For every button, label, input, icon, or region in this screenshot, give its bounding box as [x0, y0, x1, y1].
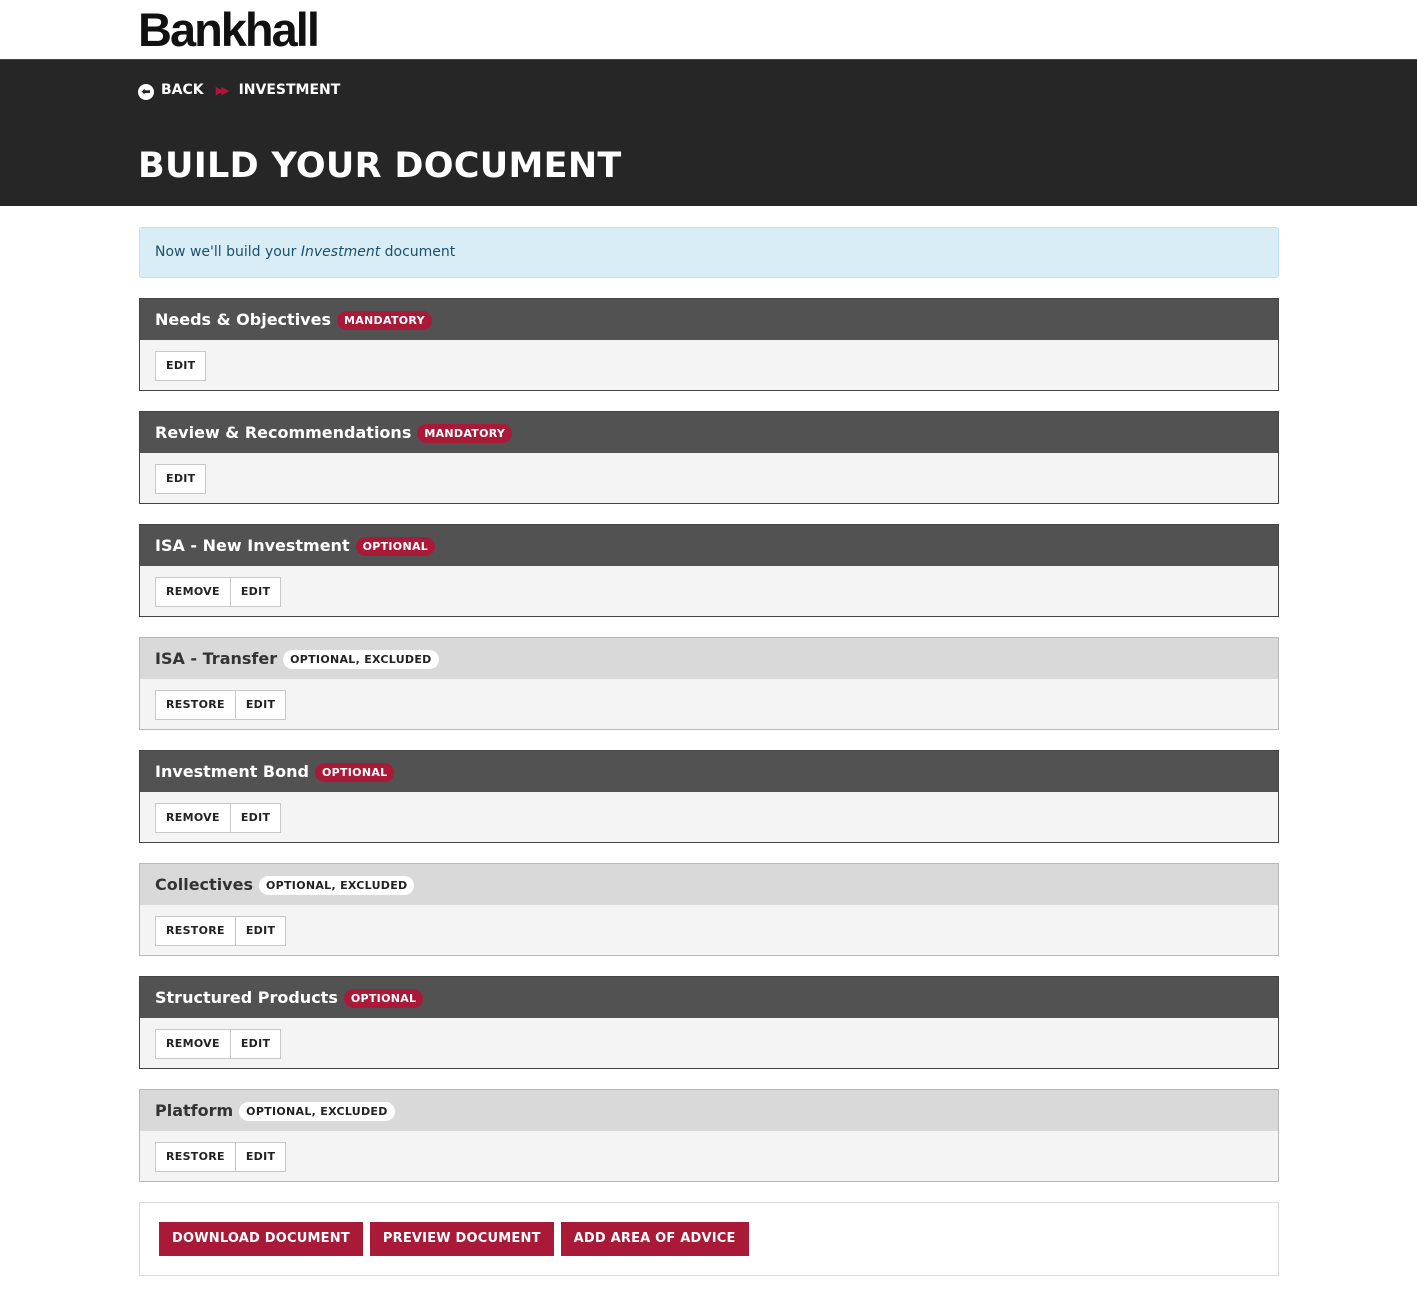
advice-section	[139, 976, 1279, 1069]
double-chevron-right-icon: ▶▶	[215, 83, 227, 97]
section-title: ISA - New Investment	[155, 536, 350, 555]
section-status-badge: MANDATORY	[337, 311, 432, 330]
info-suffix: document	[384, 244, 456, 260]
page-title: BUILD YOUR DOCUMENT	[138, 146, 622, 186]
section-status-badge: OPTIONAL	[315, 763, 395, 782]
section-title: Review & Recommendations	[155, 423, 412, 442]
section-list	[139, 298, 1279, 1182]
edit-button[interactable]: EDIT	[235, 916, 286, 946]
brand-bar	[0, 0, 1417, 60]
restore-button[interactable]: RESTORE	[155, 916, 236, 946]
bankhall-logo[interactable]: Bankhall	[138, 3, 318, 56]
advice-section	[139, 298, 1279, 391]
section-header	[140, 638, 1278, 679]
page-header	[0, 60, 1417, 206]
advice-section	[139, 637, 1279, 730]
remove-button[interactable]: REMOVE	[155, 803, 231, 833]
advice-section	[139, 863, 1279, 956]
section-title: Collectives	[155, 875, 253, 894]
section-body	[140, 453, 1278, 505]
section-status-badge: MANDATORY	[417, 424, 512, 443]
section-status-badge: OPTIONAL, EXCLUDED	[259, 876, 415, 895]
advice-section	[139, 524, 1279, 617]
edit-button[interactable]: EDIT	[230, 803, 281, 833]
section-header	[140, 299, 1278, 340]
section-header	[140, 1090, 1278, 1131]
restore-button[interactable]: RESTORE	[155, 1142, 236, 1172]
section-body	[140, 1018, 1278, 1070]
document-actions	[139, 1202, 1279, 1276]
edit-button[interactable]: EDIT	[235, 690, 286, 720]
section-status-badge: OPTIONAL, EXCLUDED	[239, 1102, 395, 1121]
section-header	[140, 751, 1278, 792]
section-status-badge: OPTIONAL	[356, 537, 436, 556]
document-builder	[139, 227, 1279, 1276]
remove-button[interactable]: REMOVE	[155, 577, 231, 607]
section-body	[140, 905, 1278, 957]
advice-section	[139, 750, 1279, 843]
back-arrow-icon[interactable]: ⬅	[138, 84, 154, 100]
advice-section	[139, 411, 1279, 504]
section-header	[140, 977, 1278, 1018]
remove-button[interactable]: REMOVE	[155, 1029, 231, 1059]
section-title: Investment Bond	[155, 762, 309, 781]
section-title: Needs & Objectives	[155, 310, 331, 329]
section-body	[140, 792, 1278, 844]
section-title: Platform	[155, 1101, 234, 1120]
info-emphasis: Investment	[300, 244, 381, 260]
edit-button[interactable]: EDIT	[230, 577, 281, 607]
breadcrumb	[138, 80, 340, 100]
edit-button[interactable]: EDIT	[155, 351, 206, 381]
restore-button[interactable]: RESTORE	[155, 690, 236, 720]
breadcrumb-current: INVESTMENT	[238, 82, 341, 98]
section-header	[140, 412, 1278, 453]
advice-section	[139, 1089, 1279, 1182]
add-area-of-advice-button[interactable]: ADD AREA OF ADVICE	[561, 1222, 749, 1256]
edit-button[interactable]: EDIT	[230, 1029, 281, 1059]
section-status-badge: OPTIONAL, EXCLUDED	[283, 650, 439, 669]
back-link[interactable]: BACK	[161, 82, 204, 98]
section-body	[140, 1131, 1278, 1183]
download-document-button[interactable]: DOWNLOAD DOCUMENT	[159, 1222, 363, 1256]
section-header	[140, 864, 1278, 905]
section-body	[140, 340, 1278, 392]
section-body	[140, 566, 1278, 618]
section-status-badge: OPTIONAL	[344, 989, 424, 1008]
section-title: Structured Products	[155, 988, 338, 1007]
info-prefix: Now we'll build your	[155, 244, 297, 260]
preview-document-button[interactable]: PREVIEW DOCUMENT	[370, 1222, 554, 1256]
info-alert	[139, 227, 1279, 278]
section-body	[140, 679, 1278, 731]
edit-button[interactable]: EDIT	[235, 1142, 286, 1172]
edit-button[interactable]: EDIT	[155, 464, 206, 494]
section-header	[140, 525, 1278, 566]
section-title: ISA - Transfer	[155, 649, 278, 668]
